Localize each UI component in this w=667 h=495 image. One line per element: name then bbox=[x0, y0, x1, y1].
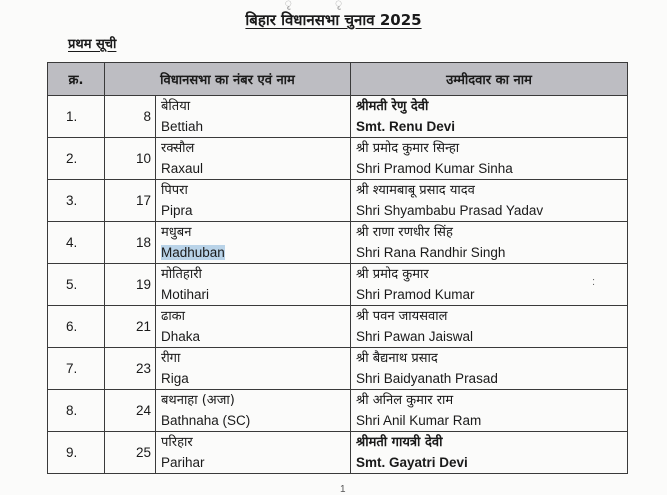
table-row bbox=[48, 222, 628, 264]
table-row bbox=[48, 96, 628, 138]
document-title: बिहार विधानसभा चुनाव 2025 bbox=[245, 11, 422, 29]
constituency-name-english-text: Pipra bbox=[161, 202, 193, 218]
candidate-name-cell bbox=[351, 96, 628, 138]
candidate-name-cell bbox=[351, 180, 628, 222]
serial-cell: 8. bbox=[48, 390, 105, 432]
candidate-name-cell bbox=[351, 348, 628, 390]
constituency-name-cell bbox=[156, 264, 351, 306]
candidate-name-hindi: श्री प्रमोद कुमार सिन्हा bbox=[356, 140, 460, 156]
serial-cell: 2. bbox=[48, 138, 105, 180]
candidate-name-english: Shri Pawan Jaiswal bbox=[356, 328, 474, 344]
constituency-name-english bbox=[161, 201, 350, 221]
constituency-name-hindi: रक्सौल bbox=[161, 140, 195, 156]
constituency-name-cell bbox=[156, 222, 351, 264]
constituency-name-english bbox=[161, 117, 350, 137]
constituency-number: 19 bbox=[105, 264, 156, 306]
constituency-number: 21 bbox=[105, 306, 156, 348]
candidate-name-hindi: श्री पवन जायसवाल bbox=[356, 308, 448, 324]
candidate-name-cell bbox=[351, 264, 628, 306]
candidate-name-english: Shri Pramod Kumar bbox=[356, 286, 475, 302]
candidate-name-hindi: श्री श्यामबाबू प्रसाद यादव bbox=[356, 182, 475, 198]
constituency-name-english-text: Bettiah bbox=[161, 118, 204, 134]
candidate-name-cell bbox=[351, 222, 628, 264]
constituency-number: 23 bbox=[105, 348, 156, 390]
column-header-constituency: विधानसभा का नंबर एवं नाम bbox=[105, 63, 351, 96]
candidate-name-english: Smt. Renu Devi bbox=[356, 118, 456, 134]
constituency-number: 10 bbox=[105, 138, 156, 180]
serial-cell: 6. bbox=[48, 306, 105, 348]
constituency-number: 8 bbox=[105, 96, 156, 138]
serial-cell: 4. bbox=[48, 222, 105, 264]
constituency-name-hindi: ढाका bbox=[161, 308, 186, 324]
constituency-name-english bbox=[161, 159, 350, 179]
serial-cell: 9. bbox=[48, 432, 105, 474]
constituency-name-hindi: रीगा bbox=[161, 350, 181, 366]
candidate-name-hindi: श्रीमती गायत्री देवी bbox=[356, 434, 443, 450]
constituency-name-hindi: मधुबन bbox=[161, 224, 192, 240]
table-row bbox=[48, 306, 628, 348]
stray-mark: : bbox=[592, 276, 596, 288]
constituency-name-english-text: Riga bbox=[161, 370, 189, 386]
serial-cell: 7. bbox=[48, 348, 105, 390]
constituency-name-hindi: बथनाहा (अजा) bbox=[161, 392, 235, 408]
candidate-name-english: Shri Baidyanath Prasad bbox=[356, 370, 498, 386]
constituency-number: 17 bbox=[105, 180, 156, 222]
constituency-name-cell bbox=[156, 390, 351, 432]
constituency-name-english bbox=[161, 411, 350, 431]
candidate-name-english: Shri Anil Kumar Ram bbox=[356, 412, 482, 428]
candidate-name-english: Shri Pramod Kumar Sinha bbox=[356, 160, 513, 176]
constituency-name-hindi: पिपरा bbox=[161, 182, 188, 198]
constituency-name-english-text: Madhuban bbox=[161, 244, 225, 260]
candidate-name-cell bbox=[351, 432, 628, 474]
candidate-name-cell bbox=[351, 138, 628, 180]
constituency-number: 18 bbox=[105, 222, 156, 264]
table-row bbox=[48, 348, 628, 390]
table-row bbox=[48, 264, 628, 306]
candidate-name-cell bbox=[351, 306, 628, 348]
serial-cell: 1. bbox=[48, 96, 105, 138]
constituency-name-cell bbox=[156, 348, 351, 390]
constituency-name-cell bbox=[156, 306, 351, 348]
table-row bbox=[48, 138, 628, 180]
candidate-name-hindi: श्री प्रमोद कुमार bbox=[356, 266, 429, 282]
constituency-name-hindi: मोतिहारी bbox=[161, 266, 202, 282]
constituency-name-english-text: Dhaka bbox=[161, 328, 201, 344]
candidate-name-english: Shri Rana Randhir Singh bbox=[356, 244, 506, 260]
constituency-name-hindi: परिहार bbox=[161, 434, 193, 450]
candidate-table bbox=[47, 62, 628, 474]
table-row bbox=[48, 390, 628, 432]
constituency-name-english-text: Bathnaha (SC) bbox=[161, 412, 251, 428]
serial-cell: 5. bbox=[48, 264, 105, 306]
constituency-name-cell bbox=[156, 432, 351, 474]
serial-cell: 3. bbox=[48, 180, 105, 222]
cropped-top-text: ृ ृ bbox=[284, 0, 383, 10]
constituency-name-cell bbox=[156, 180, 351, 222]
constituency-number: 24 bbox=[105, 390, 156, 432]
column-header-serial: क्र. bbox=[48, 63, 105, 96]
candidate-name-english: Smt. Gayatri Devi bbox=[356, 454, 468, 470]
constituency-name-english bbox=[161, 243, 350, 263]
constituency-name-hindi: बेतिया bbox=[161, 98, 191, 114]
candidate-name-cell bbox=[351, 390, 628, 432]
constituency-name-english-text: Motihari bbox=[161, 286, 210, 302]
page-number: 1 bbox=[340, 484, 346, 495]
list-title: प्रथम सूची bbox=[68, 37, 117, 52]
constituency-name-english bbox=[161, 285, 350, 305]
constituency-name-cell bbox=[156, 138, 351, 180]
constituency-name-english-text: Raxaul bbox=[161, 160, 204, 176]
candidate-name-hindi: श्री राणा रणधीर सिंह bbox=[356, 224, 453, 240]
table-row bbox=[48, 180, 628, 222]
candidate-name-hindi: श्री अनिल कुमार राम bbox=[356, 392, 454, 408]
constituency-number: 25 bbox=[105, 432, 156, 474]
constituency-name-english bbox=[161, 327, 350, 347]
table-header-row bbox=[48, 63, 628, 96]
constituency-name-cell bbox=[156, 96, 351, 138]
constituency-name-english-text: Parihar bbox=[161, 454, 205, 470]
constituency-name-english bbox=[161, 453, 350, 473]
candidate-name-english: Shri Shyambabu Prasad Yadav bbox=[356, 202, 544, 218]
candidate-name-hindi: श्री बैद्यनाथ प्रसाद bbox=[356, 350, 438, 366]
candidate-name-hindi: श्रीमती रेणु देवी bbox=[356, 98, 429, 114]
table-row bbox=[48, 432, 628, 474]
constituency-name-english bbox=[161, 369, 350, 389]
column-header-candidate: उम्मीदवार का नाम bbox=[351, 63, 628, 96]
